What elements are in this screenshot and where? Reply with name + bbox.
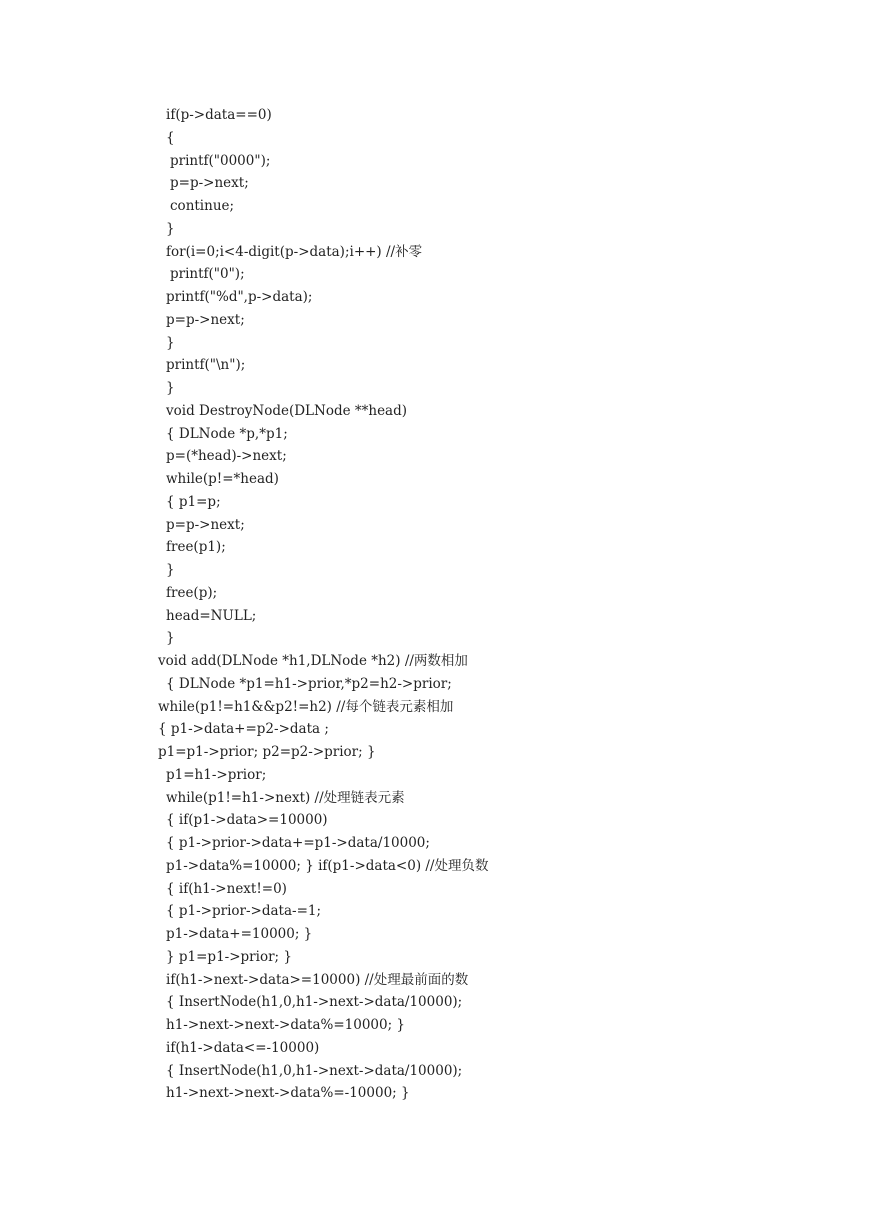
- code-line: { p1=p;: [166, 493, 221, 510]
- code-line: { InsertNode(h1,0,h1->next->data/10000);: [166, 994, 463, 1011]
- code-line: while(p1!=h1&&p2!=h2) //每个链表元素相加: [158, 698, 454, 715]
- code-line: {: [166, 129, 175, 146]
- code-line: { DLNode *p,*p1;: [166, 425, 288, 442]
- code-line: for(i=0;i<4-digit(p->data);i++) //补零: [166, 243, 423, 260]
- code-line: printf("%d",p->data);: [166, 289, 313, 305]
- code-line: while(p1!=h1->next) //处理链表元素: [166, 789, 405, 806]
- code-line: if(h1->data<=-10000): [166, 1039, 320, 1056]
- code-line: printf("0000");: [170, 152, 271, 169]
- code-line: printf("\n");: [166, 357, 246, 374]
- code-line: }: [166, 630, 175, 647]
- code-line: p1->data%=10000; } if(p1->data<0) //处理负数: [166, 857, 489, 874]
- code-line: free(p);: [166, 584, 218, 601]
- code-line: p=p->next;: [166, 516, 245, 533]
- code-line: continue;: [170, 198, 235, 214]
- code-line: p=(*head)->next;: [166, 448, 287, 465]
- code-line: }: [166, 334, 175, 351]
- code-line: if(h1->next->data>=10000) //处理最前面的数: [166, 971, 469, 988]
- code-line: } p1=p1->prior; }: [166, 948, 292, 965]
- code-line: h1->next->next->data%=-10000; }: [166, 1085, 410, 1102]
- code-line: head=NULL;: [166, 607, 257, 624]
- code-line: { p1->prior->data+=p1->data/10000;: [166, 835, 430, 851]
- code-line: free(p1);: [166, 539, 226, 556]
- code-line: }: [166, 562, 175, 578]
- code-line: while(p!=*head): [166, 471, 279, 487]
- code-line: { if(h1->next!=0): [166, 880, 287, 897]
- code-line: if(p->data==0): [166, 107, 272, 123]
- code-line: }: [166, 220, 175, 237]
- code-line: printf("0");: [170, 266, 245, 283]
- code-line: { if(p1->data>=10000): [166, 812, 328, 829]
- code-line: void DestroyNode(DLNode **head): [166, 402, 408, 419]
- code-line: { InsertNode(h1,0,h1->next->data/10000);: [166, 1062, 463, 1079]
- code-line: { DLNode *p1=h1->prior,*p2=h2->prior;: [166, 675, 452, 692]
- code-listing: [0, 104, 869, 1105]
- code-line: }: [166, 380, 175, 396]
- code-line: void add(DLNode *h1,DLNode *h2) //两数相加: [158, 653, 468, 669]
- code-line: { p1->data+=p2->data ;: [158, 721, 329, 738]
- code-line: p1->data+=10000; }: [166, 926, 313, 942]
- code-line: p1=h1->prior;: [166, 766, 267, 783]
- code-line: p1=p1->prior; p2=p2->prior; }: [158, 744, 376, 760]
- code-line: h1->next->next->data%=10000; }: [166, 1017, 406, 1033]
- code-line: p=p->next;: [170, 175, 249, 192]
- code-line: p=p->next;: [166, 311, 245, 328]
- code-line: { p1->prior->data-=1;: [166, 903, 322, 920]
